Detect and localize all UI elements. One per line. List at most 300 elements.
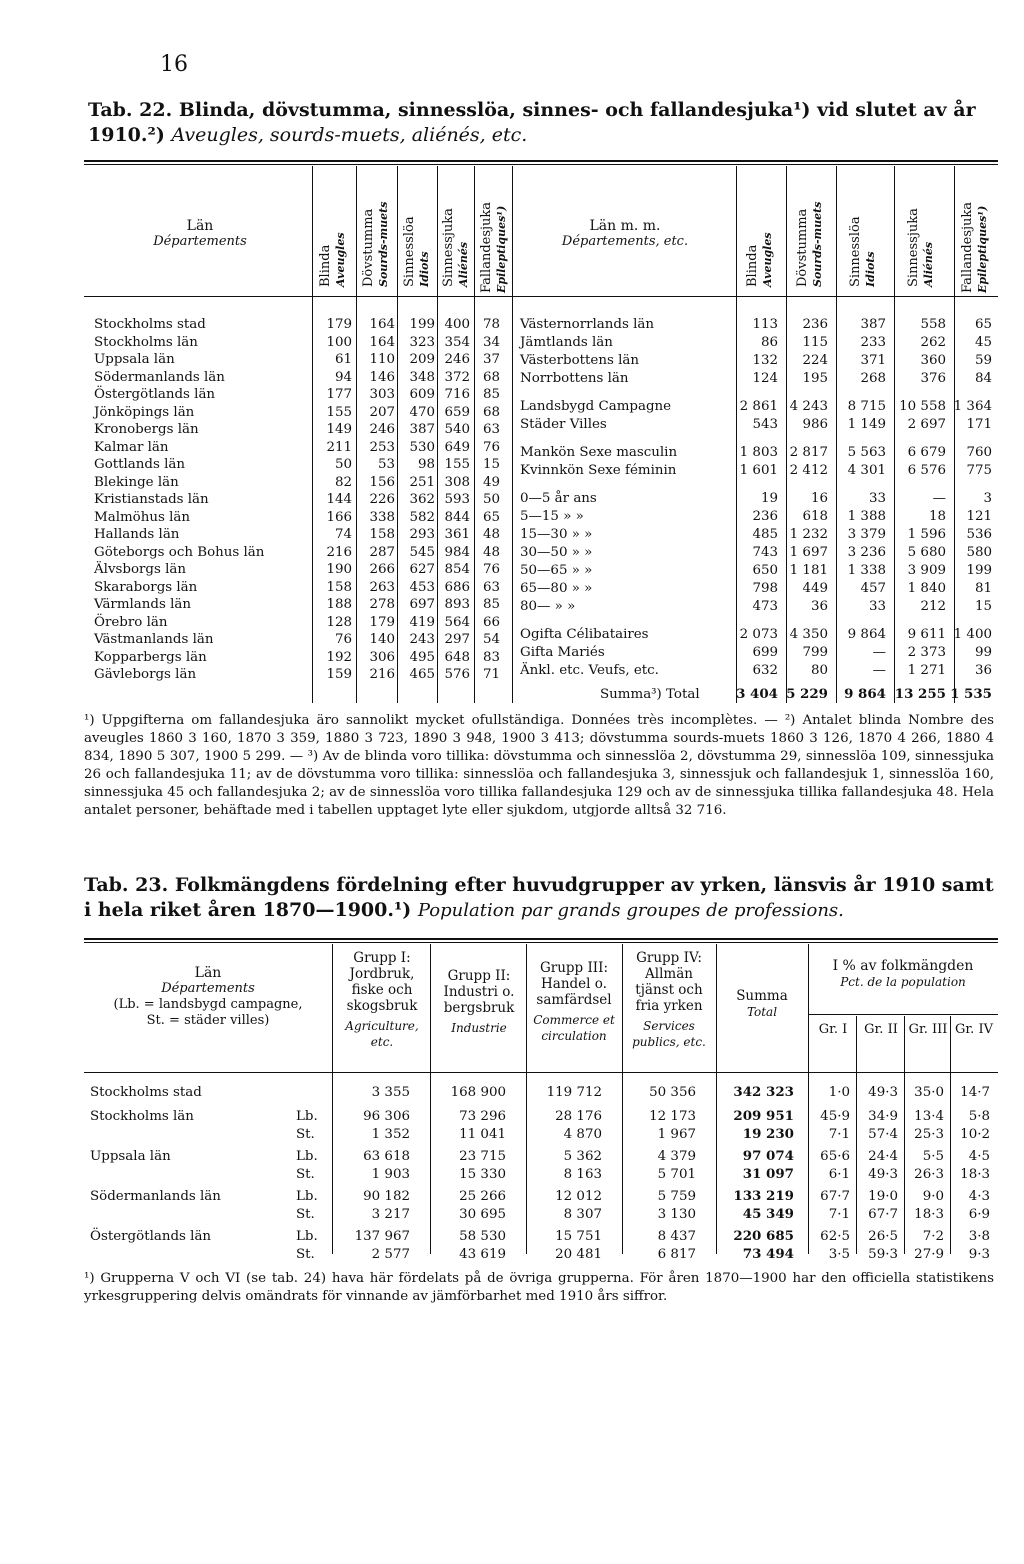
tab22-cell: — <box>932 491 946 506</box>
tab22-cell: 36 <box>810 599 828 614</box>
tab22-row-label: Hallands län <box>94 527 180 542</box>
tab22-cell: 37 <box>482 352 500 367</box>
tab23-row-sub: St. <box>296 1167 315 1182</box>
tab22-row <box>94 316 514 333</box>
tab22-row-label: 80— » » <box>520 599 576 614</box>
tab23-cell: 59·3 <box>868 1247 898 1262</box>
tab22-cell: 45 <box>974 335 992 350</box>
tab22-cell: 632 <box>752 663 778 678</box>
tab22-cell: 8 715 <box>847 399 886 414</box>
tab22-cell: 1 840 <box>907 581 946 596</box>
tab22-cell: 156 <box>369 474 395 490</box>
tab22-row-label: Stockholms län <box>94 334 198 350</box>
tab22-row-label: Värmlands län <box>94 597 192 612</box>
tab22-cell: 799 <box>802 645 828 660</box>
tab22-row-label: Älvsborgs län <box>94 562 187 577</box>
tab23-title-main: Tab. 23. Folkmängdens fördelning efter huvudgrupper av yrken, länsvis år 1910 samt i hela riket åren 1870—1900.¹) <box>84 874 994 921</box>
tab22-cell: 253 <box>369 439 395 455</box>
tab22-cell: 465 <box>409 667 435 682</box>
tab22-cell: 158 <box>369 527 395 542</box>
tab22-cell: 5 563 <box>847 445 886 460</box>
tab22-cell: 580 <box>966 545 992 560</box>
tab22-row <box>94 614 514 631</box>
tab22-row-label: Norrbottens län <box>520 371 629 386</box>
tab22-cell: 1 803 <box>739 445 778 460</box>
tab23-cell: 26·3 <box>914 1167 944 1182</box>
tab22-cell: 6 679 <box>907 445 946 460</box>
tab22-cell: 65 <box>482 509 500 525</box>
tab22-row-label: Västerbottens län <box>520 353 639 368</box>
tab22-cell: 306 <box>369 649 395 665</box>
tab22-cell: 155 <box>326 404 352 420</box>
tab22-cell: 287 <box>369 544 395 560</box>
tab22-col-sinnesloa-left: Sinnesslöa Idiots <box>402 216 431 287</box>
tab23-cell: 19 230 <box>742 1126 794 1142</box>
tab22-cell: 49 <box>482 474 500 490</box>
tab23-cell: 13·4 <box>914 1109 944 1124</box>
tab22-cell: 50 <box>334 457 352 472</box>
tab22-cell: 419 <box>409 614 435 630</box>
tab23-cell: 97 074 <box>742 1148 794 1164</box>
tab22-cell: 159 <box>326 667 352 682</box>
tab22-cell: 743 <box>752 545 778 560</box>
tab22-row <box>520 662 998 679</box>
tab23-cell: 7·2 <box>922 1229 944 1244</box>
tab22-cell: 61 <box>334 352 352 367</box>
tab22-cell: 199 <box>966 563 992 578</box>
tab23-row-sub: Lb. <box>296 1109 318 1124</box>
tab22-row <box>94 561 514 578</box>
tab22-row <box>520 416 998 433</box>
tab23-cell: 27·9 <box>914 1247 944 1262</box>
tab22-cell: 78 <box>482 317 500 332</box>
tab22-cell: 3 379 <box>847 527 886 542</box>
tab23-row-sub: Lb. <box>296 1189 318 1204</box>
tab23-cell: 58 530 <box>459 1229 506 1244</box>
tab23-row-sub: St. <box>296 1247 315 1262</box>
tab22-row <box>94 351 514 368</box>
tab22-cell: 844 <box>444 509 470 525</box>
tab23-cell: 3 217 <box>371 1207 410 1222</box>
tab22-left-rows <box>94 316 514 706</box>
tab23-cell: 43 619 <box>459 1247 506 1262</box>
tab22-header-lan-mm: Län m. m. Départements, etc. <box>561 218 689 249</box>
tab23-cell: 15 751 <box>555 1229 602 1244</box>
tab23-row <box>90 1246 1000 1263</box>
tab22-cell: 81 <box>974 581 992 596</box>
tab23-cell: 45 349 <box>742 1206 794 1222</box>
tab22-row-label: Ogifta Célibataires <box>520 627 649 642</box>
tab22-cell: 627 <box>409 562 435 577</box>
tab23-cell: 3 355 <box>371 1085 410 1100</box>
tab22-row-label: Skaraborgs län <box>94 579 198 595</box>
tab22-cell: 65 <box>974 317 992 332</box>
tab23-row-sub: St. <box>296 1207 315 1222</box>
tab22-cell: 246 <box>444 352 470 367</box>
tab22-cell: 278 <box>369 597 395 612</box>
tab22-cell: 190 <box>326 562 352 577</box>
tab22-row <box>520 490 998 507</box>
tab22-cell: 9 864 <box>844 686 886 702</box>
tab22-row-label: Änkl. etc. Veufs, etc. <box>520 663 659 678</box>
tab23-cell: 63 618 <box>363 1149 410 1164</box>
tab22-cell: 192 <box>326 649 352 665</box>
tab23-cell: 1·0 <box>828 1085 850 1100</box>
tab22-cell: 212 <box>920 599 946 614</box>
tab22-cell: 697 <box>409 597 435 612</box>
tab22-row-label: 15—30 » » <box>520 527 593 542</box>
tab23-row <box>90 1188 1000 1205</box>
tab22-cell: 1 338 <box>847 563 886 578</box>
tab22-row-label: Uppsala län <box>94 352 175 367</box>
tab23-cell: 7·1 <box>828 1127 850 1142</box>
tab22-cell: 1 697 <box>789 545 828 560</box>
tab23-row-sub: St. <box>296 1127 315 1142</box>
tab22-cell: 188 <box>326 597 352 612</box>
tab22-cell: 2 861 <box>739 399 778 414</box>
tab22-row <box>94 491 514 508</box>
tab22-cell: 5 680 <box>907 545 946 560</box>
tab22-cell: 99 <box>974 645 992 660</box>
tab23-row-label: Stockholms län <box>90 1109 194 1124</box>
tab23-row <box>90 1084 1000 1101</box>
tab22-row <box>520 598 998 615</box>
tab22-cell: 177 <box>326 387 352 402</box>
tab22-row-label: Städer Villes <box>520 417 607 432</box>
tab23-cell: 119 712 <box>546 1085 602 1100</box>
tab22-cell: 132 <box>752 353 778 368</box>
tab22-cell: 209 <box>409 352 435 367</box>
tab22-cell: 649 <box>444 439 470 455</box>
tab22-cell: 48 <box>482 527 500 542</box>
tab23-header-group4: Grupp IV: Allmän tjänst och fria yrken Services publics, etc. <box>632 950 706 1049</box>
tab22-cell: 4 350 <box>789 627 828 642</box>
tab22-cell: 15 <box>482 457 500 472</box>
tab22-cell: 68 <box>482 369 500 385</box>
tab23-cell: 6·9 <box>968 1207 990 1222</box>
tab22-cell: 1 149 <box>847 417 886 432</box>
tab22-row-label: Stockholms stad <box>94 317 206 332</box>
tab23-cell: 1 352 <box>371 1127 410 1142</box>
tab22-cell: 48 <box>482 544 500 560</box>
tab22-cell: 1 181 <box>789 563 828 578</box>
tab22-cell: 115 <box>802 335 828 350</box>
tab22-cell: 124 <box>752 371 778 386</box>
tab22-row-label: Kristianstads län <box>94 492 209 507</box>
tab22-cell: 110 <box>369 352 395 367</box>
tab23-header-gr3: Gr. III <box>908 1022 948 1037</box>
tab22-cell: 18 <box>928 509 946 524</box>
tab22-row-label: Kvinnkön Sexe féminin <box>520 463 677 478</box>
tab22-cell: 74 <box>334 527 352 542</box>
tab22-cell: 236 <box>802 317 828 332</box>
tab22-row <box>94 474 514 491</box>
tab22-row <box>520 316 998 333</box>
tab23-cell: 8 163 <box>563 1167 602 1182</box>
tab22-row <box>520 686 998 703</box>
tab22-cell: 5 229 <box>786 686 828 702</box>
tab22-row <box>520 398 998 415</box>
tab22-cell: 536 <box>966 527 992 542</box>
tab22-row <box>94 544 514 561</box>
tab22-cell: 195 <box>802 371 828 386</box>
tab22-row <box>94 526 514 543</box>
tab22-row-label: 30—50 » » <box>520 545 593 560</box>
tab22-cell: 13 255 <box>894 686 946 702</box>
tab22-cell: 146 <box>369 369 395 385</box>
tab23-row <box>90 1148 1000 1165</box>
tab22-cell: 94 <box>334 369 352 385</box>
tab22-row <box>520 644 998 661</box>
tab23-cell: 73 296 <box>459 1109 506 1124</box>
tab22-row-label: Kopparbergs län <box>94 649 207 665</box>
tab22-cell: 3 909 <box>907 563 946 578</box>
tab23-cell: 8 437 <box>657 1229 696 1244</box>
tab22-row-label: Västmanlands län <box>94 632 214 647</box>
tab22-row-label: Östergötlands län <box>94 387 216 402</box>
tab22-cell: 236 <box>752 509 778 524</box>
tab22-cell: 1 601 <box>739 463 778 478</box>
tab22-cell: 1 364 <box>953 399 992 414</box>
tab23-cell: 5 759 <box>657 1189 696 1204</box>
tab22-cell: 582 <box>409 509 435 525</box>
tab22-row-label: Jönköpings län <box>94 404 195 420</box>
tab22-cell: 164 <box>369 317 395 332</box>
tab22-footnote: ¹) Uppgifterna om fallandesjuka äro sannolikt mycket ofullständiga. Données très incomplètes. — ²) Antalet blinda Nombre des aveugles 1860 3 160, 1870 3 359, 1880 3 723, 1890 3 948, 1900 3 413; dövstumma sourds-muets 1860 3 126, 1870 4 266, 1880 4 834, 1890 5 307, 1900 5 299. — ³) Av de blinda voro tillika: dövstumma och sinnesslöa 2, dövstumma 29, sinnesslöa 109, sinnessjuka 26 och fallandesjuka 11; av de dövstumma voro tillika: sinnesslöa och fallandesjuka 3, sinnessjuk och fallandesjuk 1, sinnesslöa 160, sinnessjuka 45 och fallandesjuka 2; av de sinnesslöa voro tillika fallandesjuka 129 och av de sinnessjuka tillika fallandesjuka 48. Hela antalet personer, behäftade med i tabellen upptaget lyte eller sjukdom, utgjorde alltså 32 716. <box>84 713 994 818</box>
tab22-cell: — <box>872 645 886 660</box>
tab23-row <box>90 1126 1000 1143</box>
tab23-cell: 96 306 <box>363 1109 410 1124</box>
tab22-cell: 63 <box>482 422 500 437</box>
tab22-cell: 530 <box>409 439 435 455</box>
tab22-cell: 457 <box>860 581 886 596</box>
tab22-cell: 348 <box>409 369 435 385</box>
tab22-cell: 400 <box>444 317 470 332</box>
tab23-cell: 133 219 <box>733 1188 794 1204</box>
tab22-cell: 233 <box>860 335 886 350</box>
tab22-row <box>520 580 998 597</box>
tab22-cell: 297 <box>444 632 470 647</box>
tab22-cell: 9 864 <box>847 627 886 642</box>
tab23-cell: 5 701 <box>657 1167 696 1182</box>
tab23-row-label: Östergötlands län <box>90 1229 212 1244</box>
tab22-row <box>94 596 514 613</box>
tab22-cell: — <box>872 663 886 678</box>
tab22-cell: 83 <box>482 649 500 665</box>
tab22-col-dovstumma-right: Dövstumma Sourds-muets <box>795 201 824 287</box>
tab22-cell: 66 <box>482 614 500 630</box>
tab22-cell: 149 <box>326 422 352 437</box>
tab22-title-french: Aveugles, sourds-muets, aliénés, etc. <box>171 124 528 146</box>
tab22-cell: 243 <box>409 632 435 647</box>
tab22-row <box>520 334 998 351</box>
tab22-row-label: Kronobergs län <box>94 422 199 437</box>
tab23-cell: 90 182 <box>363 1189 410 1204</box>
tab23-header-gr1: Gr. I <box>818 1022 848 1037</box>
tab22-cell: 2 373 <box>907 645 946 660</box>
tab23-cell: 62·5 <box>820 1229 850 1244</box>
tab22-cell: 338 <box>369 509 395 525</box>
tab22-cell: 650 <box>752 563 778 578</box>
tab22-cell: 33 <box>868 599 886 614</box>
tab23-cell: 12 012 <box>555 1189 602 1204</box>
tab23-cell: 73 494 <box>742 1246 794 1262</box>
tab22-row-label: Örebro län <box>94 614 168 630</box>
tab23-cell: 4·5 <box>968 1149 990 1164</box>
tab22-cell: 68 <box>482 404 500 420</box>
tab23-cell: 1 903 <box>371 1167 410 1182</box>
tab22-cell: 3 236 <box>847 545 886 560</box>
tab22-row <box>520 544 998 561</box>
tab22-cell: 4 301 <box>847 463 886 478</box>
tab22-cell: 387 <box>409 422 435 437</box>
tab22-cell: 199 <box>409 317 435 332</box>
tab22-row-label: Gävleborgs län <box>94 667 197 682</box>
tab22-col-fallandesjuka-right: Fallandesjuka Epileptiques¹) <box>960 201 989 293</box>
tab23-cell: 34·9 <box>868 1109 898 1124</box>
tab22-row-label: 65—80 » » <box>520 581 593 596</box>
tab23-cell: 209 951 <box>733 1108 794 1124</box>
tab23-cell: 168 900 <box>450 1085 506 1100</box>
tab22-cell: 266 <box>369 562 395 577</box>
tab22-cell: 372 <box>444 369 470 385</box>
tab23-cell: 4·3 <box>968 1189 990 1204</box>
tab22-row <box>94 579 514 596</box>
tab23-cell: 35·0 <box>914 1085 944 1100</box>
tab23-cell: 11 041 <box>459 1127 506 1142</box>
tab22-cell: 2 697 <box>907 417 946 432</box>
tab22-cell: 268 <box>860 371 886 386</box>
tab23-cell: 45·9 <box>820 1109 850 1124</box>
tab23-cell: 9·3 <box>968 1247 990 1262</box>
tab23-cell: 137 967 <box>354 1229 410 1244</box>
tab22-row-label: 0—5 år ans <box>520 491 597 506</box>
tab22-cell: 453 <box>409 579 435 595</box>
tab22-cell: 485 <box>752 527 778 542</box>
tab22-cell: 224 <box>802 353 828 368</box>
tab22-cell: 54 <box>482 632 500 647</box>
tab23-row <box>90 1228 1000 1245</box>
tab23-header-summa: Summa Total <box>736 988 788 1019</box>
tab23-cell: 4 379 <box>657 1149 696 1164</box>
tab22-row-label: Göteborgs och Bohus län <box>94 544 265 560</box>
tab22-row-label: Malmöhus län <box>94 509 191 525</box>
tab23-cell: 15 330 <box>459 1167 506 1182</box>
tab22-cell: 1 535 <box>950 686 992 702</box>
tab23-cell: 342 323 <box>733 1084 794 1100</box>
tab22-cell: 659 <box>444 404 470 420</box>
tab22-cell: 1 596 <box>907 527 946 542</box>
tab22-row <box>520 508 998 525</box>
tab22-cell: 699 <box>752 645 778 660</box>
tab22-row-label: Jämtlands län <box>520 335 613 350</box>
tab22-cell: 716 <box>444 387 470 402</box>
tab22-cell: 164 <box>369 334 395 350</box>
tab22-cell: 473 <box>752 599 778 614</box>
tab23-header-gr2: Gr. II <box>864 1022 898 1037</box>
tab23-cell: 65·6 <box>820 1149 850 1164</box>
tab22-cell: 293 <box>409 527 435 542</box>
tab22-cell: 50 <box>482 492 500 507</box>
tab22-cell: 251 <box>409 474 435 490</box>
tab22-cell: 10 558 <box>899 399 946 414</box>
tab22-cell: 545 <box>409 544 435 560</box>
tab23-cell: 67·7 <box>820 1189 850 1204</box>
tab22-cell: 53 <box>377 457 395 472</box>
page-number: 16 <box>160 52 188 77</box>
tab22-cell: 76 <box>482 439 500 455</box>
tab22-cell: 85 <box>482 387 500 402</box>
tab23-header-group3: Grupp III: Handel o. samfärdsel Commerce et circulation <box>533 960 615 1043</box>
tab22-cell: 76 <box>334 632 352 647</box>
tab22-cell: 6 576 <box>907 463 946 478</box>
tab23-cell: 1 967 <box>657 1127 696 1142</box>
tab22-cell: 121 <box>966 509 992 524</box>
tab22-row <box>94 509 514 526</box>
tab22-row <box>520 526 998 543</box>
tab22-cell: 986 <box>802 417 828 432</box>
tab23-header-group1: Grupp I: Jordbruk, fiske och skogsbruk Agriculture, etc. <box>345 950 419 1049</box>
tab23-row-label: Uppsala län <box>90 1149 171 1164</box>
tab22-cell: 34 <box>482 334 500 350</box>
tab22-cell: 98 <box>417 457 435 472</box>
tab22-row-label: Landsbygd Campagne <box>520 399 672 414</box>
tab23-cell: 3·8 <box>968 1229 990 1244</box>
tab22-cell: 263 <box>369 579 395 595</box>
tab22-cell: 854 <box>444 562 470 577</box>
tab22-row <box>94 421 514 438</box>
tab23-header-lan: Län Départements (Lb. = landsbygd campagne, St. = städer villes) <box>113 965 303 1028</box>
tab22-row-label: Mankön Sexe masculin <box>520 445 678 460</box>
tab22-row <box>94 631 514 648</box>
tab22-cell: 179 <box>369 614 395 630</box>
tab22-cell: 63 <box>482 579 500 595</box>
tab22-row <box>520 562 998 579</box>
tab22-cell: 100 <box>326 334 352 350</box>
tab22-row-label: Västernorrlands län <box>520 317 654 332</box>
tab22-col-blinda-right: Blinda Aveugles <box>745 232 774 287</box>
tab23-cell: 28 176 <box>555 1109 602 1124</box>
tab23-cell: 10·2 <box>960 1127 990 1142</box>
tab22-row-label: 50—65 » » <box>520 563 593 578</box>
tab22-cell: 158 <box>326 579 352 595</box>
tab23-cell: 12 173 <box>649 1109 696 1124</box>
tab22-cell: 323 <box>409 334 435 350</box>
tab22-cell: 449 <box>802 581 828 596</box>
tab22-cell: 33 <box>868 491 886 506</box>
tab22-row <box>520 626 998 643</box>
tab23-cell: 25 266 <box>459 1189 506 1204</box>
tab22-cell: 166 <box>326 509 352 525</box>
tab23-footnote: ¹) Grupperna V och VI (se tab. 24) hava här fördelats på de övriga grupperna. För åren 1870—1900 har den officiella statistikens yrkesgruppering delvis omändrats för vinnande av jämförbarhet med 1910 års siffror. <box>84 1271 994 1304</box>
tab22-row <box>94 439 514 456</box>
tab22-cell: 71 <box>482 667 500 682</box>
tab22-cell: 216 <box>326 544 352 560</box>
tab23-row-sub: Lb. <box>296 1149 318 1164</box>
tab23-cell: 220 685 <box>733 1228 794 1244</box>
tab22-cell: 207 <box>369 404 395 420</box>
tab23-cell: 26·5 <box>868 1229 898 1244</box>
tab22-cell: 155 <box>444 457 470 472</box>
tab23-cell: 20 481 <box>555 1247 602 1262</box>
tab22-cell: 2 073 <box>739 627 778 642</box>
tab22-cell: 3 <box>983 491 992 506</box>
tab23-row-sub: Lb. <box>296 1229 318 1244</box>
tab22-col-blinda-left: Blinda Aveugles <box>318 232 347 287</box>
tab22-col-sinnessjuka-left: Sinnessjuka Aliénés <box>441 208 470 287</box>
tab23-cell: 2 577 <box>371 1247 410 1262</box>
tab23-row-label: Södermanlands län <box>90 1189 221 1204</box>
